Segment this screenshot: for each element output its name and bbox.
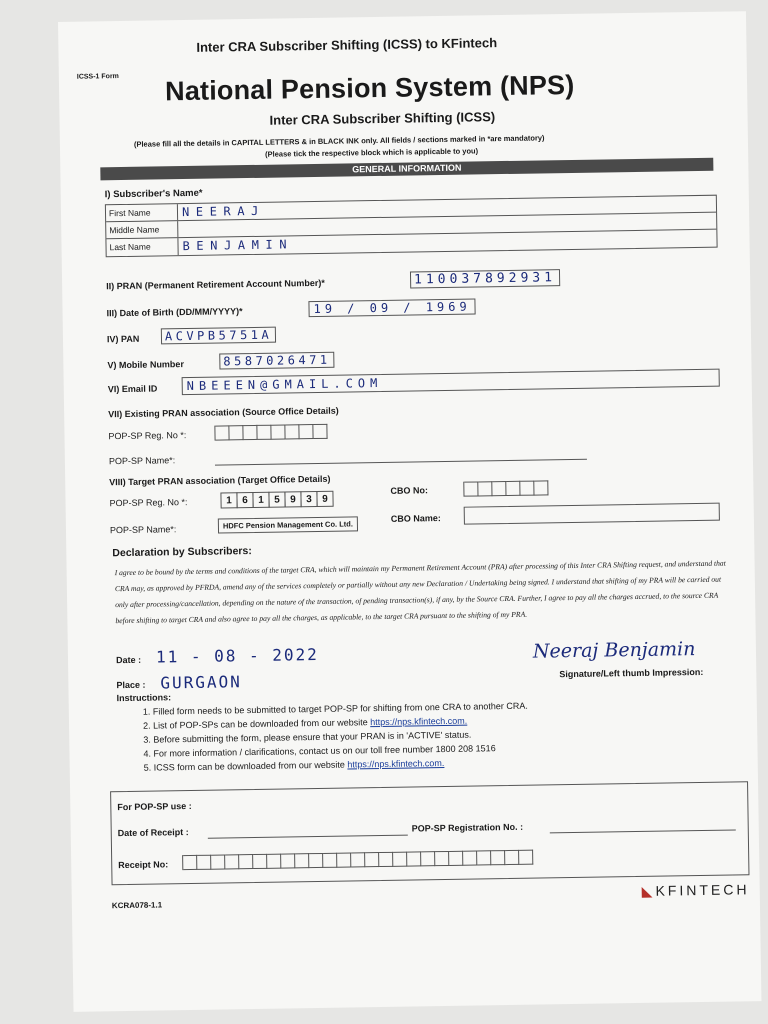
last-name-label: Last Name [106,238,178,256]
last-name-value: BENJAMIN [182,237,294,254]
declaration-heading: Declaration by Subscribers: [112,545,252,560]
target-reg-digit: 3 [300,491,317,507]
instructions-heading: Instructions: [116,692,172,704]
pran-label: II) PRAN (Permanent Retirement Account Number)* [106,277,325,292]
instruction-item: 2. List of POP-SPs can be downloaded from our website https://nps.kfintech.com. [142,715,468,731]
existing-heading: VII) Existing PRAN association (Source Office Details) [108,405,339,420]
target-reg-digit: 5 [268,491,285,507]
declaration-text: I agree to be bound by the terms and conditions of the target CRA, which will maintain my Permanent Retirement Account (PRA) after processing of this Inter CRA Shifting request, and understand that CRA may, as approved by PFRDA, amend any of the services completely or partially without any new Declaration / Undertaking being signed. I understand that shifting of my PRA will be carried out only after processing/cancellation, depending on the nature of the transaction, of pending transaction(s), if any, by the Source CRA. Further, I agree to pay all the charges accrued, to the source CRA before shifting to target CRA and also agree to pay all the charges, as applicable, to the target CRA pursuant to the shifting of my PRA. [114,558,726,626]
pop-reg-label: POP-SP Registration No. : [411,821,524,834]
cbo-no-field[interactable] [463,480,548,496]
email-label: VI) Email ID [107,383,158,395]
target-reg-digit: 6 [236,492,253,508]
name-table [105,195,718,258]
office-use-heading: For POP-SP use : [117,800,192,813]
target-heading: VIII) Target PRAN association (Target Office Details) [109,473,331,488]
receipt-date-label: Date of Receipt : [117,827,189,839]
target-reg-digit: 9 [316,491,333,507]
instruction-item: 4. For more information / clarifications, contact us on our toll free number 1800 208 1516 [143,743,496,759]
target-reg-label: POP-SP Reg. No *: [109,497,188,509]
signature-label: Signature/Left thumb Impression: [559,666,704,680]
cbo-no-label: CBO No: [390,485,428,496]
dob-field[interactable]: 19 / 09 / 1969 [308,298,475,317]
middle-name-label: Middle Name [106,221,178,238]
place-value[interactable]: GURGAON [160,672,242,693]
cbo-name-label: CBO Name: [390,513,441,524]
instructions-list [143,695,734,774]
pran-field[interactable]: 110037892931 [410,269,560,288]
target-reg-digit: 1 [252,492,269,508]
first-name-label: First Name [106,204,178,221]
existing-name-field[interactable] [215,458,587,466]
office-use-box [110,781,749,885]
website-link[interactable]: https://nps.kfintech.com. [347,758,445,770]
receipt-no-label: Receipt No: [118,859,169,871]
target-reg-field[interactable] [221,491,333,509]
top-title: Inter CRA Subscriber Shifting (ICSS) to KFintech [196,35,498,55]
dob-label: III) Date of Birth (DD/MM/YYYY)* [106,306,243,319]
website-link[interactable]: https://nps.kfintech.com. [370,715,468,728]
existing-reg-field[interactable] [214,424,327,441]
form-number: ICSS-1 Form [76,73,119,81]
first-name-value: NEERAJ [181,203,266,220]
target-reg-digit: 1 [220,492,237,508]
email-field[interactable] [182,369,720,395]
subtitle: Inter CRA Subscriber Shifting (ICSS) [269,109,496,128]
existing-name-label: POP-SP Name*: [108,455,176,467]
instruction-line-1: (Please fill all the details in CAPITAL LETTERS & in BLACK INK only. All fields / sections marked in *are mandatory) [133,133,545,149]
mobile-label: V) Mobile Number [107,359,184,371]
kfintech-logo-icon: ◣ [641,882,656,899]
instruction-item: 3. Before submitting the form, please ensure that your PRAN is in 'ACTIVE' status. [143,729,472,745]
date-value[interactable]: 11 - 08 - 2022 [155,644,319,667]
kfintech-logo: ◣KFINTECH [641,881,750,899]
name-heading: I) Subscriber's Name* [104,187,203,201]
existing-reg-label: POP-SP Reg. No *: [108,430,187,442]
signature: Neeraj Benjamin [532,638,696,663]
target-name-label: POP-SP Name*: [109,524,177,536]
instruction-line-2: (Please tick the respective block which is applicable to you) [265,146,479,159]
receipt-date-field[interactable] [208,834,408,839]
target-name-field[interactable]: HDFC Pension Management Co. Ltd. [218,516,358,533]
place-label: Place : [116,679,146,691]
form-page [58,11,761,1012]
receipt-no-field[interactable] [182,850,533,871]
pan-field[interactable]: ACVPB5751A [161,327,276,345]
mobile-field[interactable]: 8587026471 [219,352,334,370]
instruction-item: 1. Filled form needs to be submitted to target POP-SP for shifting from one CRA to another CRA. [142,700,528,717]
section-bar: GENERAL INFORMATION [100,158,713,181]
pan-label: IV) PAN [106,333,140,345]
date-label: Date : [115,654,142,666]
cbo-name-field[interactable] [464,503,720,525]
main-title: National Pension System (NPS) [164,69,575,107]
email-value: NBEEEN@GMAIL.COM [186,375,383,394]
target-reg-digit: 9 [284,491,301,507]
instruction-item: 5. ICSS form can be downloaded from our website https://nps.kfintech.com. [143,758,445,773]
form-code: KCRA078-1.1 [111,900,163,911]
pop-reg-field[interactable] [550,828,736,833]
